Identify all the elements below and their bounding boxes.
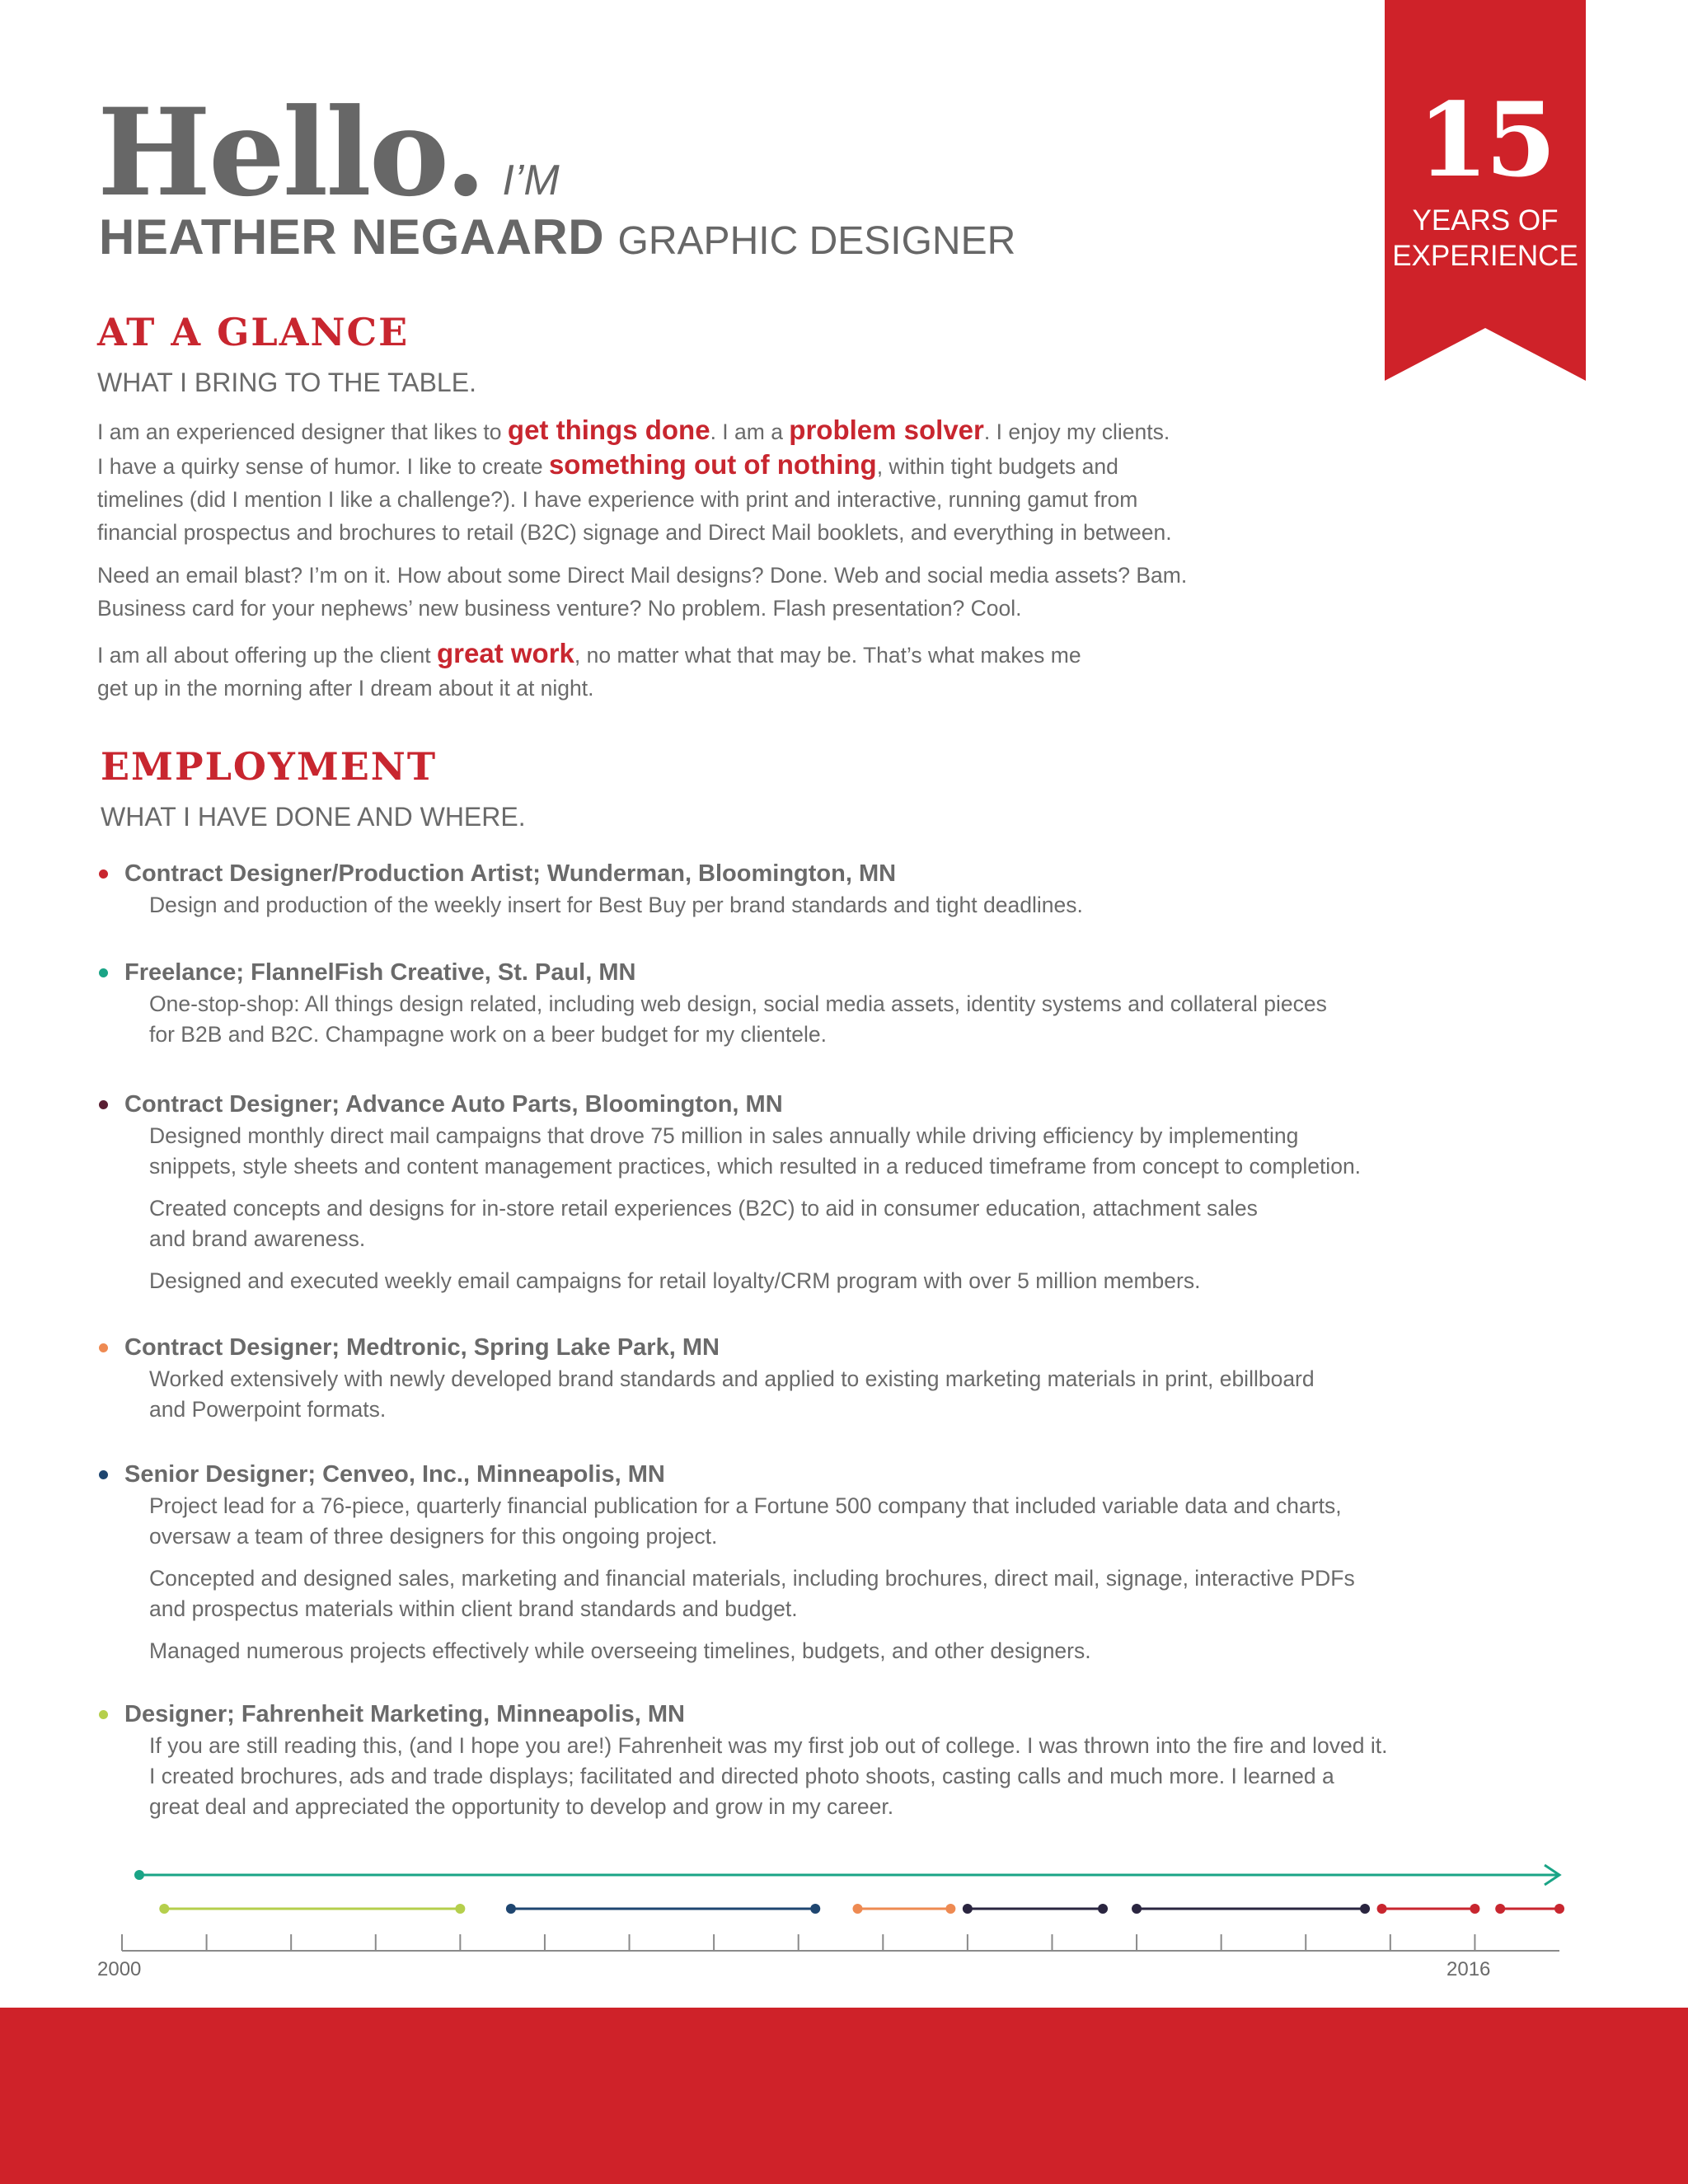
bullet-dot [99,869,108,879]
timeline-segment-start-dot [506,1904,516,1914]
glance-p3-line1: I am all about offering up the client great work, no matter what that may be. That’s what makes me [97,638,1081,668]
job-description: Designed and executed weekly email campaigns for retail loyalty/CRM program with over 5 million members. [149,1268,1201,1293]
job-description: oversaw a team of three designers for this ongoing project. [149,1524,718,1549]
bullet-dot [99,1710,108,1719]
greeting: Hello. [97,82,485,223]
job-description: for B2B and B2C. Champagne work on a beer budget for my clientele. [149,1022,827,1047]
job-title: Freelance; FlannelFish Creative, St. Paul, MN [99,956,1327,989]
glance-p3-line2: get up in the morning after I dream about it at night. [97,676,594,701]
glance-subtitle: WHAT I BRING TO THE TABLE. [97,368,476,397]
glance-paragraph-2 [97,559,1187,625]
job-description: and Powerpoint formats. [149,1397,387,1422]
timeline-segment-start-dot [963,1904,973,1914]
timeline-end-year: 2016 [1447,1958,1491,1980]
bullet-dot [99,1343,108,1352]
job-description: One-stop-shop: All things design related, including web design, social media assets, identity systems and collateral pieces [149,991,1327,1016]
job-description: Design and production of the weekly insert for Best Buy per brand standards and tight deadlines. [149,893,1083,917]
job-title: Designer; Fahrenheit Marketing, Minneapolis, MN [99,1698,1387,1731]
bullet-dot [99,1470,108,1479]
job-description: Project lead for a 76-piece, quarterly financial publication for a Fortune 500 company that included variable data and charts, [149,1493,1342,1518]
job-title: Senior Designer; Cenveo, Inc., Minneapolis, MN [99,1458,1355,1491]
greeting-line [97,82,560,223]
job-entry-medtronic [99,1331,1315,1425]
timeline-segment-end-dot [1554,1904,1564,1914]
job-description: If you are still reading this, (and I hope you are!) Fahrenheit was my first job out of college. I was thrown into the fire and loved it. [149,1733,1388,1758]
job-title: Contract Designer; Advance Auto Parts, Bloomington, MN [99,1088,1361,1121]
years-label [1385,203,1586,274]
job-description: and brand awareness. [149,1226,366,1251]
employment-title: EMPLOYMENT [101,744,438,789]
timeline-segment-end-dot [1360,1904,1370,1914]
job-description: and prospectus materials within client brand standards and budget. [149,1596,798,1621]
timeline-start-year: 2000 [97,1958,142,1980]
job-entry-wunderman [99,857,1083,921]
timeline-segment-end-dot [810,1904,820,1914]
glance-p1-line3: timelines (did I mention I like a challenge?). I have experience with print and interactive, running gamut from [97,487,1138,512]
timeline-segment-end-dot [455,1904,465,1914]
glance-p1-line1: I am an experienced designer that likes to get things done. I am a problem solver. I enjoy my clients. [97,415,1170,445]
job-description: Worked extensively with newly developed brand standards and applied to existing marketing materials in print, ebillboard [149,1366,1315,1391]
experience-banner [1385,0,1586,381]
glance-p2-line1: Need an email blast? I’m on it. How about some Direct Mail designs? Done. Web and social media assets? Bam. [97,563,1188,588]
job-entry-cenveo [99,1458,1355,1666]
job-entry-fahrenheit [99,1698,1387,1822]
timeline-segment-start-dot [1495,1904,1505,1914]
glance-p1-line4: financial prospectus and brochures to retail (B2C) signage and Direct Mail booklets, and everything in between. [97,520,1172,545]
glance-paragraph-3 [97,637,1081,705]
timeline-arrow-start-dot [134,1870,144,1880]
job-description: Created concepts and designs for in-store retail experiences (B2C) to aid in consumer education, attachment sales [149,1196,1258,1221]
person-name: HEATHER NEGAARD [99,209,605,265]
years-number: 15 [1417,81,1554,200]
glance-title: AT A GLANCE [97,310,410,354]
timeline-segment-end-dot [1470,1904,1479,1914]
job-entry-advance-auto [99,1088,1361,1296]
bullet-dot [99,1100,108,1109]
job-entry-flannelfish [99,956,1327,1050]
glance-p2-line2: Business card for your nephews’ new business venture? No problem. Flash presentation? Cool. [97,596,1022,621]
job-description: snippets, style sheets and content management practices, which resulted in a reduced timeframe from concept to completion. [149,1154,1362,1179]
glance-paragraph-1 [97,414,1172,549]
career-timeline [115,1858,1574,1957]
job-title: Contract Designer/Production Artist; Wunderman, Bloomington, MN [99,857,1083,890]
name-line [99,209,1015,265]
footer-bar [0,2008,1688,2184]
timeline-segment-start-dot [853,1904,863,1914]
years-label-line1: YEARS OF [1412,204,1559,237]
employment-subtitle: WHAT I HAVE DONE AND WHERE. [101,802,526,832]
years-label-line2: EXPERIENCE [1392,240,1578,272]
job-title: Contract Designer; Medtronic, Spring Lake Park, MN [99,1331,1315,1364]
job-description: I created brochures, ads and trade displays; facilitated and directed photo shoots, casting calls and much more. I learned a [149,1764,1334,1788]
timeline-segment-start-dot [1132,1904,1142,1914]
timeline-segment-end-dot [945,1904,955,1914]
timeline-segment-start-dot [1377,1904,1387,1914]
glance-p1-line2: I have a quirky sense of humor. I like to create something out of nothing, within tight budgets and [97,449,1118,480]
job-description: Designed monthly direct mail campaigns that drove 75 million in sales annually while driving efficiency by implementing [149,1123,1299,1148]
im-label: I’M [502,157,560,204]
job-description: Managed numerous projects effectively while overseeing timelines, budgets, and other designers. [149,1638,1091,1663]
job-description: Concepted and designed sales, marketing and financial materials, including brochures, direct mail, signage, interactive PDFs [149,1566,1355,1591]
job-role: GRAPHIC DESIGNER [617,219,1016,263]
bullet-dot [99,968,108,977]
timeline-segment-start-dot [159,1904,169,1914]
timeline-segment-end-dot [1098,1904,1108,1914]
job-description: great deal and appreciated the opportunity to develop and grow in my career. [149,1794,894,1819]
